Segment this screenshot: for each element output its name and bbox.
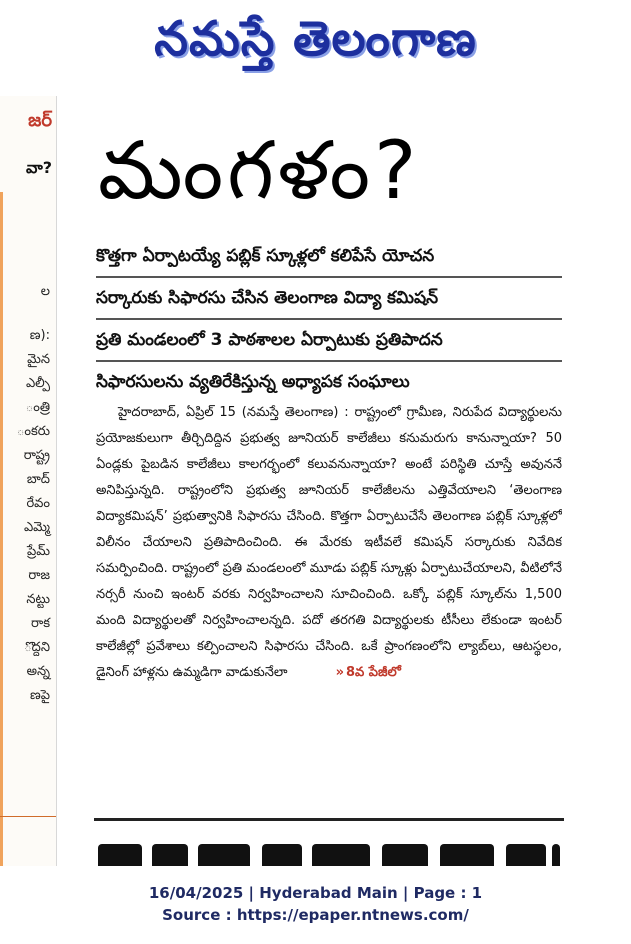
adjacent-column-divider bbox=[0, 816, 56, 817]
cropped-glyph bbox=[152, 844, 188, 866]
adjacent-text-fragment: ొద్దని bbox=[24, 640, 50, 655]
adjacent-text-fragment: మైన bbox=[27, 352, 50, 367]
masthead bbox=[0, 0, 631, 90]
cropped-glyph bbox=[382, 844, 428, 866]
article-headline: మంగళం? bbox=[98, 124, 421, 217]
adjacent-text-fragment: బాద్ bbox=[26, 472, 50, 487]
adjacent-column bbox=[0, 96, 57, 866]
adjacent-column-accent bbox=[0, 192, 3, 866]
continued-on-page-link[interactable] bbox=[314, 665, 401, 680]
cropped-glyph bbox=[262, 844, 302, 866]
cropped-glyph bbox=[552, 844, 560, 866]
adjacent-text-fragment: అన్న bbox=[26, 664, 50, 679]
article-body bbox=[96, 400, 562, 792]
double-chevron-right-icon: » bbox=[335, 665, 344, 680]
next-article-headline-cropped bbox=[94, 826, 564, 866]
cropped-glyph bbox=[312, 844, 370, 866]
adjacent-headline-fragment: జర్ bbox=[28, 110, 52, 131]
edition-info: 16/04/2025 | Hyderabad Main | Page : 1 bbox=[148, 884, 483, 902]
adjacent-text-fragment: ప్రేమ్ bbox=[27, 544, 50, 559]
subheadline-deck: సిఫారసులను వ్యతిరేకిస్తున్న అధ్యాపక సంఘాలు bbox=[96, 372, 410, 392]
section-divider bbox=[94, 818, 564, 821]
continued-on-page-label: 8వ పేజీలో bbox=[345, 665, 401, 680]
adjacent-text-fragment: నట్టు bbox=[26, 592, 50, 607]
adjacent-text-fragment: ఎమ్మె bbox=[23, 520, 50, 535]
adjacent-text-fragment: ంకరు bbox=[16, 424, 50, 439]
adjacent-text-fragment: ంత్రి bbox=[25, 400, 50, 415]
epaper-footer bbox=[0, 866, 631, 944]
adjacent-text-fragment: ణ): bbox=[29, 328, 50, 343]
adjacent-text-fragment: రాజ bbox=[28, 568, 50, 583]
adjacent-text-fragment: ఎల్పీ bbox=[25, 376, 50, 391]
subheadline-deck: సర్కారుకు సిఫారసు చేసిన తెలంగాణ విద్యా కమిషన్ bbox=[96, 278, 562, 320]
subheadline-decks bbox=[96, 236, 562, 402]
adjacent-text-fragment: ణపై bbox=[30, 688, 50, 703]
cropped-glyph bbox=[98, 844, 142, 866]
cropped-glyph bbox=[198, 844, 250, 866]
adjacent-text-fragment: రేవం bbox=[26, 496, 50, 511]
cropped-glyph bbox=[506, 844, 546, 866]
masthead-title: నమస్తే తెలంగాణ bbox=[154, 11, 477, 67]
adjacent-question-fragment: వా? bbox=[25, 158, 52, 177]
adjacent-text-fragment: రాక bbox=[30, 616, 50, 631]
adjacent-text-fragment: ల bbox=[40, 284, 50, 299]
source-link[interactable]: Source : https://epaper.ntnews.com/ bbox=[162, 906, 469, 924]
article-body-text: హైదరాబాద్, ఏప్రిల్ 15 (నమస్తే తెలంగాణ) : రాష్ట్రంలో గ్రామీణ, నిరుపేద విద్యార్థులను ప్రయోజకులుగా తీర్చిదిద్దిన ప్రభుత్వ జూనియర్ కాలేజీలు కనుమరుగు కానున్నాయా? 50 ఏండ్లకు పైబడిన కాలేజీలు కాలగర్భంలో కలువనున్నాయా? అంటే పరిస్థితి చూస్తే అవుననే అనిపిస్తున్నది. రాష్ట్రంలోని ప్రభుత్వ జూనియర్ కాలేజీలను ఎత్తివేయాలని ‘తెలంగాణ విద్యాకమిషన్’ ప్రభుత్వానికి సిఫారసు చేసింది. కొత్తగా ఏర్పాటుచేసే తెలంగాణ పబ్లిక్ స్కూళ్లలో విలీనం చేయాలని ప్రతిపాదించింది. ఈ మేరకు ఇటీవలే కమిషన్ సర్కారుకు నివేదిక సమర్పించింది. రాష్ట్రంలో ప్రతి మండలంలో మూడు పబ్లిక్ స్కూళ్లు ఏర్పాటుచేయాలని, వీటిలోనే నర్సరీ నుంచి ఇంటర్ వరకు నిర్వహించాలని సూచించింది. ఒక్కో పబ్లిక్ స్కూల్‌ను 1,500 మంది విద్యార్థులతో నిర్వహించాలన్నది. పదో తరగతి విద్యార్థులకు టీసీలు లేకుండా ఇంటర్ కాలేజీల్లో ప్రవేశాలు కల్పించాలని సిఫారసు చేసింది. ఒకే ప్రాంగణంలోని ల్యాబ్‌లు, ఆటస్థలం, డైనింగ్ హాళ్లను ఉమ్మడిగా వాడుకునేలా bbox=[96, 405, 562, 680]
subheadline-deck: కొత్తగా ఏర్పాటయ్యే పబ్లిక్ స్కూళ్లలో కలిపేసే యోచన bbox=[96, 236, 562, 278]
subheadline-deck: ప్రతి మండలంలో 3 పాఠశాలల ఏర్పాటుకు ప్రతిపాదన bbox=[96, 320, 562, 362]
cropped-glyph bbox=[440, 844, 494, 866]
adjacent-text-fragment: రాష్ట్ర bbox=[23, 448, 50, 463]
